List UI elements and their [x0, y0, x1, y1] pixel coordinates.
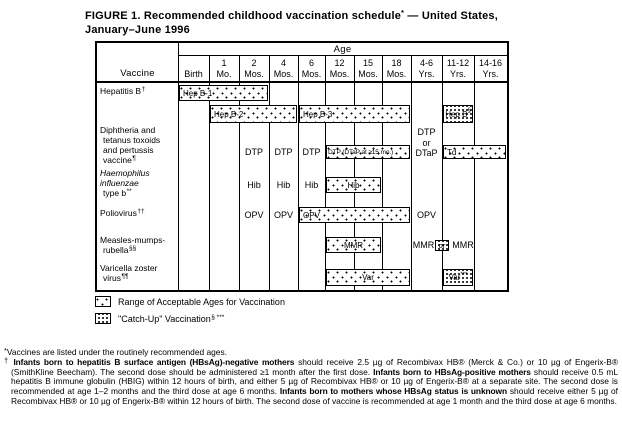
figure-title-line2: January–June 1996	[85, 23, 190, 36]
col-header-line: Mos.	[301, 68, 322, 79]
bar-hep-b-	[443, 105, 473, 123]
row-label-line	[100, 245, 177, 257]
cell-opv-col-2	[239, 210, 269, 221]
cell-text-line: or	[422, 137, 431, 148]
figure-title-line1	[85, 6, 498, 24]
bar-footnote-symbol: §	[467, 108, 471, 114]
cell-text-line: MMR	[412, 239, 435, 250]
col-header-line: 6	[308, 58, 314, 68]
bar-footnote-symbol: ***	[460, 271, 468, 278]
bar-hep-b-2	[210, 105, 297, 123]
footnote-bold-hbsag-unknown: Infants born to mothers whose HBsAg status is unknown	[279, 386, 507, 397]
vaccination-schedule-table	[95, 41, 509, 292]
bar-label: Hib	[347, 180, 360, 190]
row-footnote-symbol: ¶¶	[121, 273, 129, 280]
col-header-2-mos	[239, 56, 269, 81]
col-header-line: 15	[362, 58, 373, 68]
bar-label: OPV	[303, 210, 320, 220]
vaccine-axis-label: Vaccine	[120, 68, 155, 79]
col-header-line: Yrs.	[418, 68, 435, 79]
footnote-text-1: should receive 2.5 µg of Recombivax HB® (Merck & Co.) or 10 µg of Engerix-B® (SmithKline Beecham). The second dose should be administered ≥1 month after the first dose.	[11, 356, 618, 377]
row-label-text: Poliovirus	[100, 208, 137, 218]
row-label-line	[100, 135, 177, 145]
catchup-pattern-swatch	[95, 313, 111, 324]
row-footnote-symbol: †	[141, 86, 146, 93]
col-header-12-mos	[325, 56, 354, 81]
footnote-dagger-marker: †	[4, 355, 10, 365]
row-label-line	[100, 86, 177, 98]
row-label-text: type b	[103, 188, 127, 198]
cell-text-line: Hib	[247, 179, 261, 190]
col-header-line: 11-12	[446, 58, 470, 68]
row-label-line	[100, 208, 177, 220]
col-header-line: 2	[251, 58, 257, 68]
bar-hib	[326, 177, 381, 193]
bar-label: Hep B-1	[183, 88, 213, 98]
row-label-text: virus	[103, 273, 121, 283]
grid-vline-col-9	[442, 55, 443, 290]
row-label-measles-mumps-rubella	[100, 235, 177, 257]
cell-text-line: DTP	[417, 127, 436, 138]
row-footnote-symbol: **	[126, 188, 132, 195]
col-header-line: Birth	[184, 68, 203, 79]
bar-dtp-dtap-at-15-mo	[326, 145, 410, 159]
footnote-dagger	[4, 355, 618, 407]
grid-vline-col-7	[382, 55, 383, 290]
age-axis-label: Age	[333, 44, 352, 55]
footnote-asterisk-text: Vaccines are listed under the routinely recommended ages.	[6, 347, 227, 357]
bar-hep-b-1	[179, 85, 268, 101]
legend-item-range	[95, 296, 285, 307]
row-label-diphtheria-and-tetanus-toxoids-and-pertussis-vaccine	[100, 125, 177, 167]
legend-catchup-text: "Catch-Up" Vaccination	[118, 313, 211, 324]
col-header-line: 14-16	[478, 58, 503, 68]
col-header-line: Yrs.	[449, 68, 466, 79]
footnote-bold-hbsag-positive: Infants born to HBsAg-positive mothers	[373, 366, 531, 377]
col-header-line: 12	[334, 58, 345, 68]
bar-opv	[299, 207, 410, 223]
cell-mmr-col-9	[447, 240, 479, 251]
cell-opv-col-3	[269, 210, 298, 221]
row-label-text: influenzae	[100, 178, 139, 188]
or-box: or	[435, 240, 449, 251]
col-header-line: 18	[391, 58, 402, 68]
footnote-text-2: should receive 0.5 mL hepatitis B immune globulin (HBIG) within 12 hours of birth, and either 5 µg of Recombivax HB® or 10 µg of Engerix-B® at a separate site. The second dose is recommended at age 1–2 months and the third dose at age 6 months.	[11, 366, 618, 397]
row-label-line	[100, 263, 177, 273]
bar-label: Hep B	[445, 109, 468, 119]
legend-range-label: Range of Acceptable Ages for Vaccination	[118, 296, 285, 307]
grid-vline-col-4	[298, 55, 299, 290]
cell-dtp-col-2	[239, 147, 269, 158]
footnote-asterisk-marker: *	[4, 346, 7, 355]
col-header-line: 4-6	[419, 58, 433, 68]
bar-var-	[443, 269, 473, 286]
row-label-line	[100, 178, 177, 188]
bar-label: Td	[447, 147, 457, 157]
row-label-haemophilus-influenzae-type-b	[100, 168, 177, 200]
col-header-15-mos	[354, 56, 382, 81]
row-label-varicella-zoster-virus	[100, 263, 177, 285]
row-label-poliovirus	[100, 208, 177, 220]
cell-opv-col-8	[411, 210, 442, 221]
cell-text-line: DTP	[302, 146, 321, 157]
cell-text-line: OPV	[273, 209, 293, 220]
figure-title-text: FIGURE 1. Recommended childhood vaccination schedule	[85, 10, 402, 22]
cell-dtp-or-dtap-col-8	[411, 127, 442, 159]
row-label-text: and pertussis	[103, 145, 154, 155]
footnote-bold-hbsag-negative: Infants born to hepatitis B surface antigen (HBsAg)-negative mothers	[13, 356, 295, 367]
row-footnote-symbol: ††	[137, 208, 145, 215]
bar-label: DTP (DTaP at ≥15 mo.)	[328, 148, 394, 156]
col-header-line: Mo.	[216, 68, 232, 79]
row-label-line	[100, 125, 177, 135]
grid-vline-col-5	[325, 55, 326, 290]
col-header-line: Mos.	[273, 68, 294, 79]
col-header-11-12-yrs	[442, 56, 474, 81]
cell-hib-col-3	[269, 180, 298, 191]
cell-text-line: Hib	[304, 179, 319, 190]
col-header-line: Yrs.	[482, 68, 499, 79]
grid-vline-col-10	[474, 55, 475, 290]
cell-hib-col-2	[239, 180, 269, 191]
col-header-birth	[178, 56, 209, 81]
col-header-4-mos	[269, 56, 298, 81]
footnote-text-3: should receive either 5 µg of Recombivax HB® or 10 µg of Engerix-B® within 12 hours of birth. The second dose of vaccine is recommended at age 1 month and the third dose at age 6 months.	[11, 386, 618, 406]
bar-hep-b-3	[299, 105, 410, 123]
bar-label: Hep B-2	[214, 109, 244, 119]
cell-dtp-col-4	[298, 147, 325, 158]
bar-label: Var	[362, 273, 374, 282]
cell-text-line: OPV	[244, 209, 264, 220]
row-label-text: tetanus toxoids	[103, 135, 161, 145]
cell-dtp-col-3	[269, 147, 298, 158]
col-header-18-mos	[382, 56, 411, 81]
legend-catchup-label	[118, 314, 224, 324]
row-label-text: Hepatitis B	[100, 86, 142, 96]
header-underline	[97, 81, 507, 83]
row-label-hepatitis-b	[100, 86, 177, 98]
bar-label: Var	[448, 273, 461, 282]
col-header-line: 4	[280, 58, 286, 68]
bar-mmr	[326, 237, 381, 253]
col-header-14-16-yrs	[474, 56, 507, 81]
row-footnote-symbol: §§	[129, 245, 137, 252]
row-footnote-symbol: ¶	[132, 155, 136, 162]
col-header-1-mo	[209, 56, 239, 81]
cell-hib-col-4	[298, 180, 325, 191]
row-label-line	[100, 188, 177, 200]
row-label-line	[100, 145, 177, 155]
cell-text-line: Hib	[276, 179, 291, 190]
footnotes	[4, 348, 618, 407]
row-label-line	[100, 168, 177, 178]
cell-text-line: DTP	[274, 146, 293, 157]
row-label-text: rubella	[103, 245, 129, 255]
grid-vline-col-3	[269, 55, 270, 290]
cell-text-line: MMR	[452, 239, 474, 250]
bar-label: MMR	[343, 240, 364, 250]
legend-item-catchup	[95, 313, 224, 324]
col-header-line: Mos.	[329, 68, 350, 79]
figure-title-footnote-symbol: *	[401, 8, 405, 17]
row-label-text: Diphtheria and	[100, 125, 156, 135]
figure-title	[85, 6, 498, 37]
col-header-line: 1	[221, 58, 227, 68]
col-header-4-6-yrs	[411, 56, 442, 81]
legend-catchup-footnote-symbols: § ***	[211, 313, 225, 321]
figure-title-text-cont: — United States,	[404, 10, 499, 22]
cell-text-line: DTP	[245, 146, 263, 157]
col-header-line: Mos.	[244, 68, 264, 79]
row-label-text: vaccine	[103, 155, 132, 165]
cell-text-line: DTaP	[415, 148, 438, 159]
cell-text-line: OPV	[416, 209, 436, 220]
row-label-text: Varicella zoster	[100, 263, 158, 273]
col-header-6-mos	[298, 56, 325, 81]
bar-var	[326, 269, 410, 286]
grid-vline-col-6	[354, 55, 355, 290]
range-pattern-swatch	[95, 296, 111, 307]
row-label-line	[100, 273, 177, 285]
grid-vline-col-8	[411, 55, 412, 290]
bar-label: Hep B-3	[303, 109, 333, 119]
col-header-line: Mos.	[358, 68, 378, 79]
row-label-text: Haemophilus	[100, 168, 150, 178]
row-label-line	[100, 155, 177, 167]
row-label-line	[100, 235, 177, 245]
bar-td	[443, 145, 506, 159]
row-label-text: Measles-mumps-	[100, 235, 166, 245]
col-header-line: Mos.	[386, 68, 407, 79]
